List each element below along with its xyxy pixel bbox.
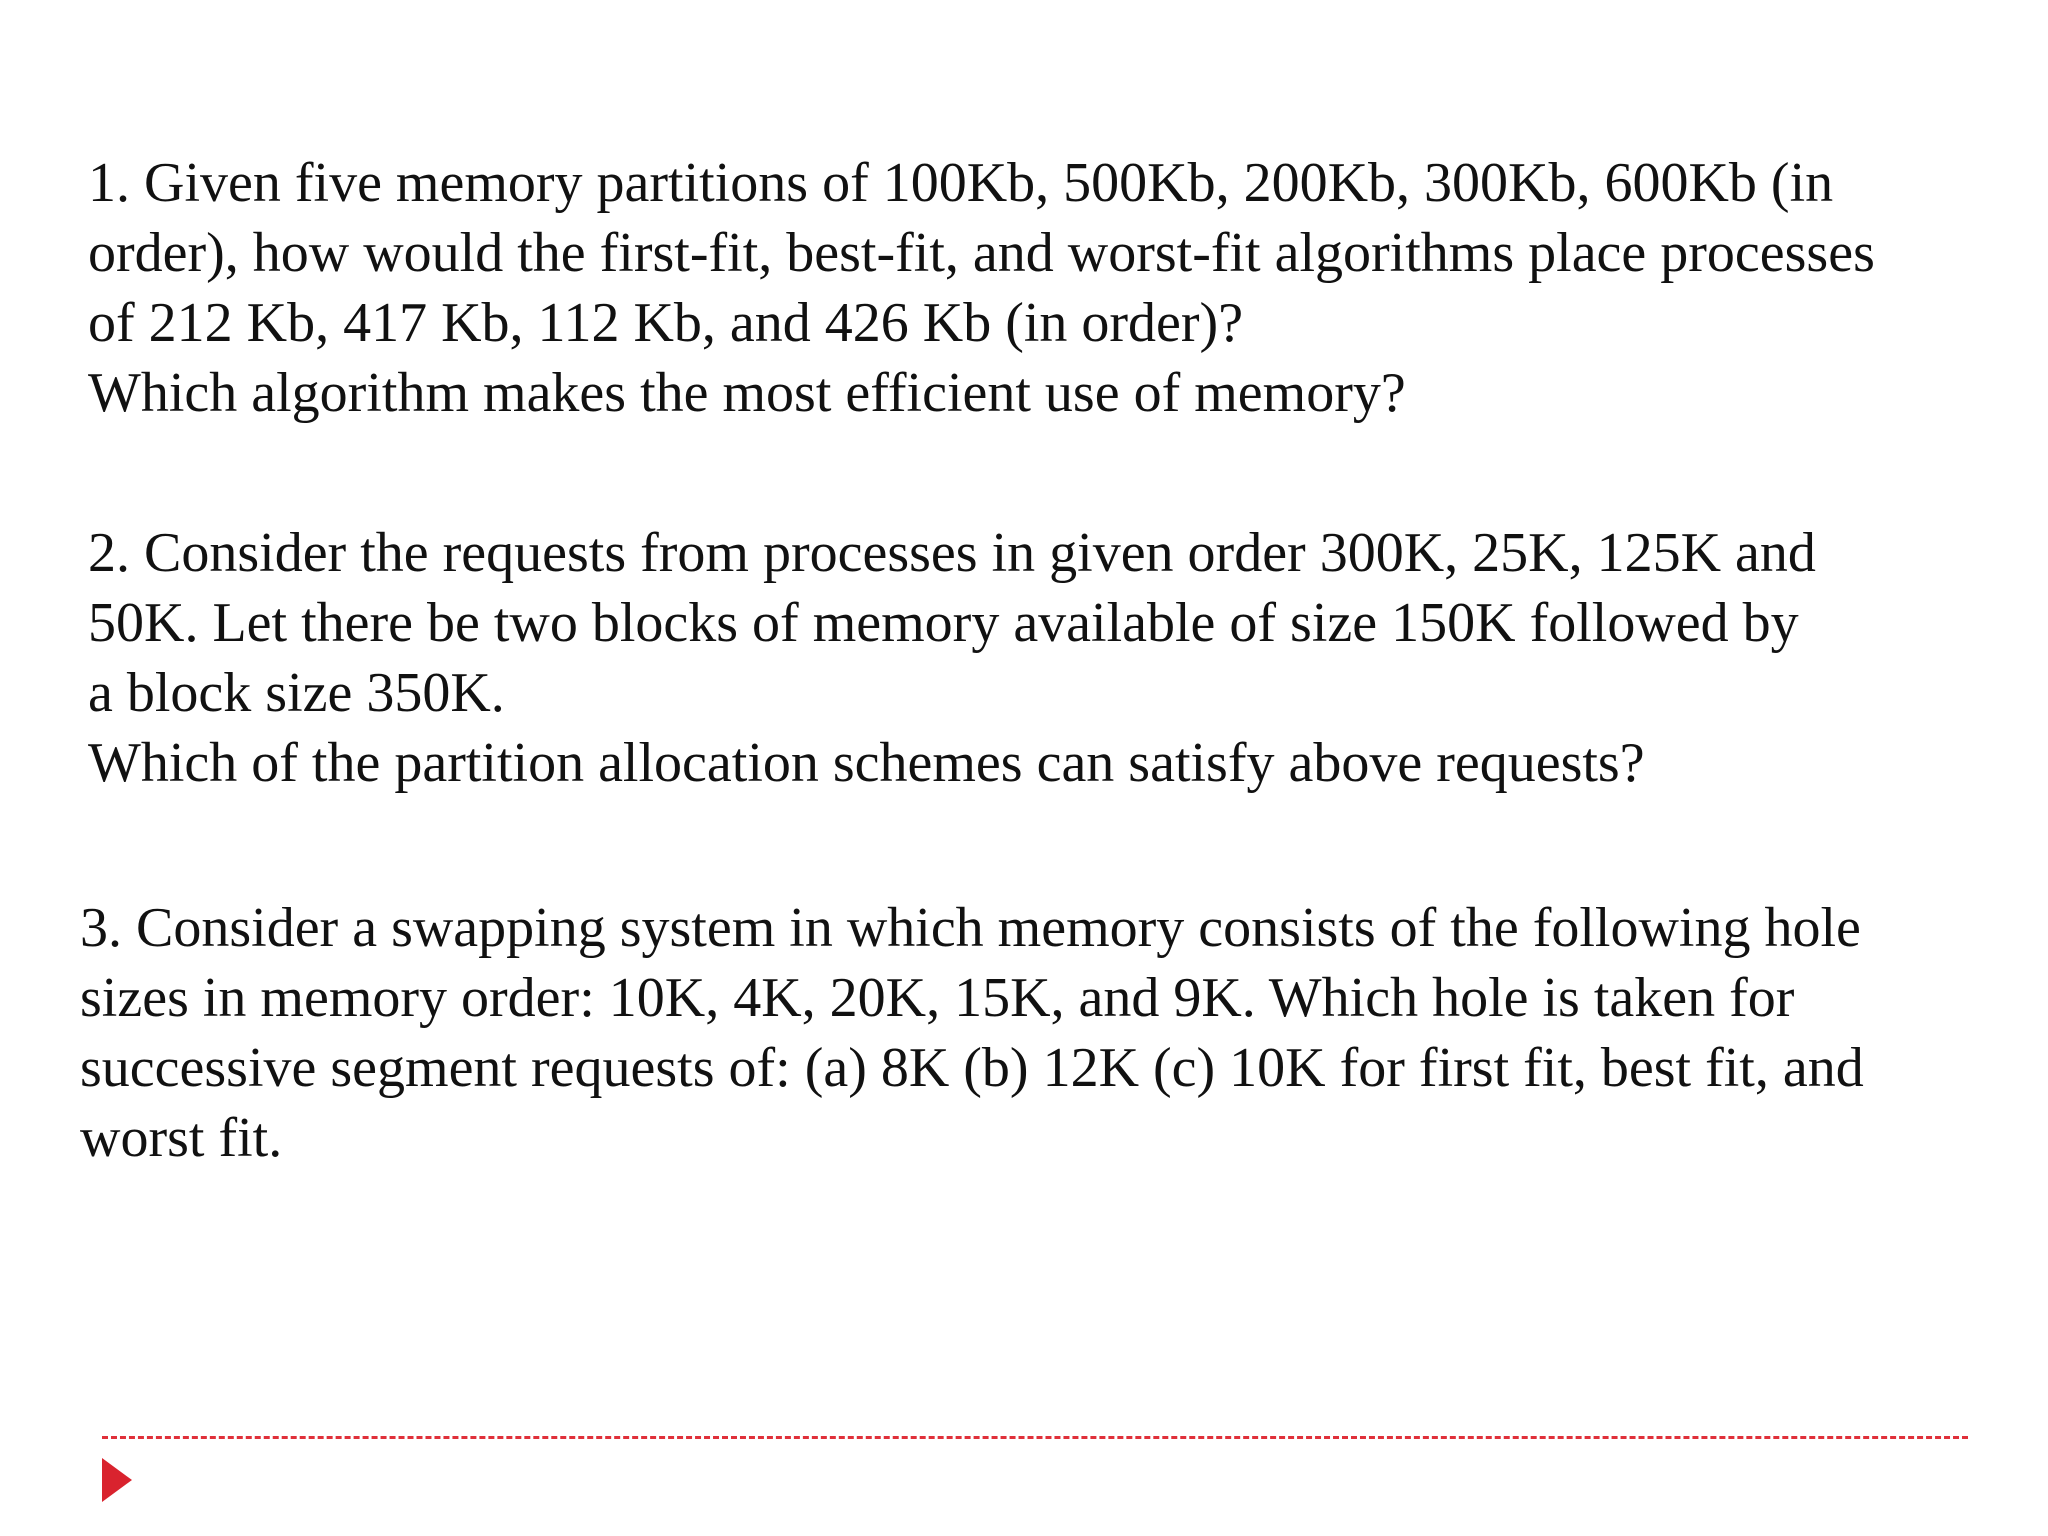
question-1-line-3: of 212 Kb, 417 Kb, 112 Kb, and 426 Kb (in order)? [88,292,1244,354]
question-2-line-2: 50K. Let there be two blocks of memory available of size 150K followed by [88,592,1799,654]
triangle-right-icon [102,1458,132,1502]
question-1-line-1: 1. Given five memory partitions of 100Kb, 500Kb, 200Kb, 300Kb, 600Kb (in [88,152,1834,214]
question-1-line-4: Which algorithm makes the most efficient use of memory? [88,362,1406,424]
question-3-line-2: sizes in memory order: 10K, 4K, 20K, 15K, and 9K. Which hole is taken for [80,967,1795,1029]
question-1 [88,148,1988,428]
question-2-line-4: Which of the partition allocation schemes can satisfy above requests? [88,732,1645,794]
question-2 [88,518,1988,798]
question-2-line-1: 2. Consider the requests from processes in given order 300K, 25K, 125K and [88,522,1816,584]
question-3-line-4: worst fit. [80,1107,283,1169]
question-3-line-1: 3. Consider a swapping system in which memory consists of the following hole [80,897,1861,959]
question-1-line-2: order), how would the first-fit, best-fit, and worst-fit algorithms place processes [88,222,1875,284]
footer-dashed-divider [102,1436,1968,1439]
question-3 [80,893,1980,1173]
question-3-line-3: successive segment requests of: (a) 8K (b) 12K (c) 10K for first fit, best fit, and [80,1037,1864,1099]
question-2-line-3: a block size 350K. [88,662,505,724]
